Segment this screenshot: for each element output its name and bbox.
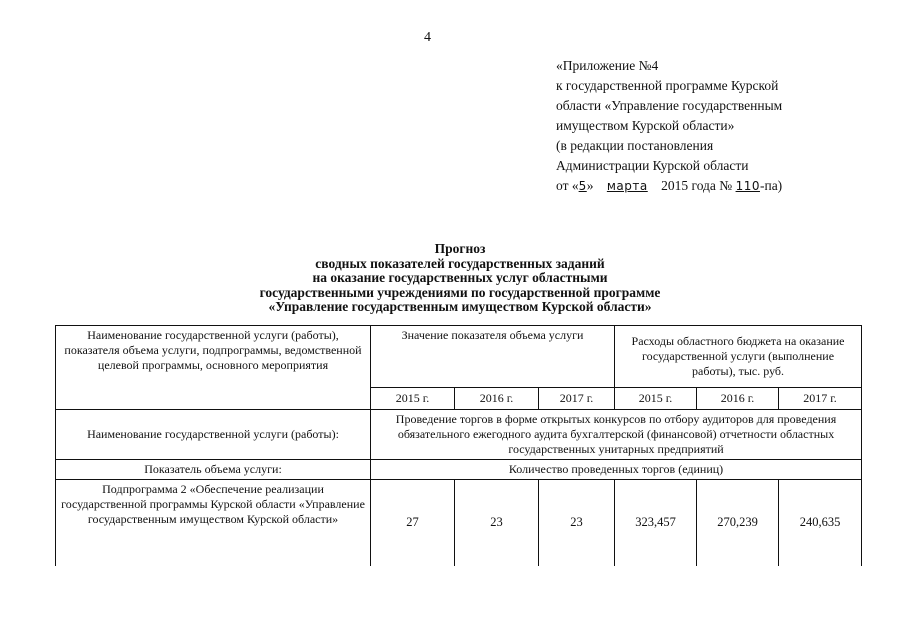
value-cell: 27: [371, 480, 455, 566]
value-cell: 323,457: [615, 480, 697, 566]
handwritten-number: 110: [735, 179, 760, 193]
value-cell: 23: [539, 480, 615, 566]
appendix-line: «Приложение №4: [556, 58, 659, 73]
day-suffix: »: [586, 178, 594, 193]
page-number: 4: [424, 30, 431, 45]
year-text: 2015 года №: [661, 178, 733, 193]
header-name-column: Наименование государственной услуги (работы), показателя объема услуги, подпрограммы, ведомственной целевой программы, основного мероприятия: [56, 326, 371, 410]
number-suffix: -па): [759, 178, 783, 193]
year-header: 2016 г.: [455, 388, 539, 410]
year-header: 2016 г.: [697, 388, 779, 410]
row-name: Подпрограмма 2 «Обеспечение реализации государственной программы Курской области «Управление государственным имуществом Курской области»: [56, 480, 371, 566]
year-header: 2017 г.: [779, 388, 862, 410]
forecast-table: [55, 325, 862, 566]
value-cell: 240,635: [779, 480, 862, 566]
year-header: 2015 г.: [615, 388, 697, 410]
handwritten-day: 5: [578, 179, 587, 193]
title-line: «Управление государственным имуществом Курской области»: [268, 299, 652, 314]
year-header: 2015 г.: [371, 388, 455, 410]
appendix-line: имуществом Курской области»: [556, 118, 735, 133]
value-cell: 270,239: [697, 480, 779, 566]
handwritten-month: марта: [606, 179, 648, 193]
document-title: [200, 242, 720, 315]
service-label: Наименование государственной услуги (работы):: [56, 410, 371, 460]
value-cell: 23: [455, 480, 539, 566]
year-header: 2017 г.: [539, 388, 615, 410]
date-prefix: от «: [556, 178, 579, 193]
appendix-line: Администрации Курской области: [556, 158, 749, 173]
appendix-line: (в редакции постановления: [556, 138, 714, 153]
header-volume: Значение показателя объема услуги: [371, 326, 615, 388]
indicator-label: Показатель объема услуги:: [56, 460, 371, 480]
appendix-line: области «Управление государственным: [556, 98, 783, 113]
title-line: на оказание государственных услуг областными: [312, 270, 608, 285]
title-line: сводных показателей государственных заданий: [315, 255, 605, 271]
header-budget: Расходы областного бюджета на оказание государственной услуги (выполнение работы), тыс. руб.: [615, 326, 862, 388]
resolution-date-line: [556, 176, 782, 196]
appendix-block: [556, 56, 782, 196]
indicator-value: Количество проведенных торгов (единиц): [371, 460, 862, 480]
appendix-line: к государственной программе Курской: [556, 78, 779, 93]
service-value: Проведение торгов в форме открытых конкурсов по отбору аудиторов для проведения обязательного ежегодного аудита бухгалтерской (финансовой) отчетности областных государственных унитарных предприятий: [371, 410, 862, 460]
title-line: государственными учреждениями по государственной программе: [259, 284, 661, 300]
title-line: Прогноз: [434, 241, 486, 256]
